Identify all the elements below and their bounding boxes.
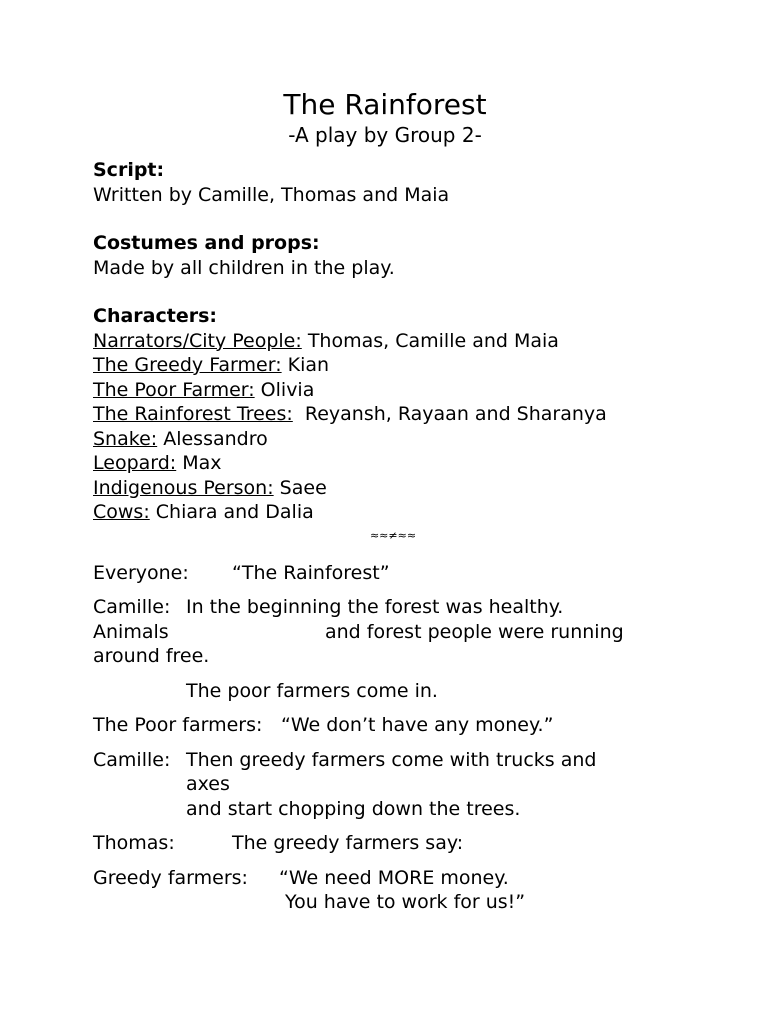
dialogue-text: “We need MORE money. bbox=[279, 866, 509, 889]
costumes-text: Made by all children in the play. bbox=[93, 256, 395, 279]
speaker-label: Everyone: bbox=[93, 561, 189, 584]
characters-heading: Characters: bbox=[93, 305, 217, 327]
dialogue-line bbox=[93, 644, 693, 669]
character-item bbox=[93, 378, 693, 403]
character-role: Snake: bbox=[93, 427, 158, 450]
character-item bbox=[93, 329, 693, 354]
character-role: The Poor Farmer: bbox=[93, 378, 255, 401]
speaker-label: Greedy farmers: bbox=[93, 866, 248, 889]
dialogue-line bbox=[93, 679, 693, 704]
dialogue bbox=[93, 561, 693, 915]
script-section bbox=[93, 158, 693, 207]
dialogue-line bbox=[93, 831, 693, 856]
speaker-label: Camille: bbox=[93, 596, 171, 618]
dialogue-line bbox=[93, 890, 693, 915]
character-actors: Reyansh, Rayaan and Sharanya bbox=[292, 403, 607, 425]
character-item bbox=[93, 500, 693, 525]
character-item bbox=[93, 402, 693, 427]
character-actors: Kian bbox=[281, 354, 330, 376]
character-actors: Chiara and Dalia bbox=[149, 501, 314, 523]
speaker-label: Camille: bbox=[93, 748, 171, 771]
costumes-section bbox=[93, 231, 693, 280]
costumes-heading: Costumes and props: bbox=[93, 232, 320, 254]
script-heading: Script: bbox=[93, 159, 165, 181]
play-title: The Rainforest bbox=[283, 88, 487, 121]
character-role: Narrators/City People: bbox=[93, 329, 302, 352]
dialogue-line bbox=[93, 866, 693, 891]
character-role: Leopard: bbox=[93, 452, 177, 474]
character-item bbox=[93, 353, 693, 378]
dialogue-line bbox=[93, 713, 693, 738]
character-role: The Greedy Farmer: bbox=[93, 354, 282, 376]
dialogue-text: “We don’t have any money.” bbox=[281, 714, 554, 736]
character-item bbox=[93, 427, 693, 452]
character-actors: Olivia bbox=[254, 378, 315, 401]
section-divider-ornament: ≈≈≠≈≈ bbox=[369, 528, 417, 542]
character-actors: Alessandro bbox=[157, 427, 268, 450]
dialogue-line bbox=[93, 797, 693, 822]
character-item bbox=[93, 476, 693, 501]
character-item bbox=[93, 451, 693, 476]
character-actors: Saee bbox=[273, 476, 327, 499]
dialogue-text: You have to work for us!” bbox=[285, 891, 526, 913]
speaker-label: Thomas: bbox=[93, 832, 175, 854]
character-role: Indigenous Person: bbox=[93, 476, 274, 499]
characters-section bbox=[93, 304, 693, 525]
dialogue-text: “The Rainforest” bbox=[232, 561, 390, 584]
speaker-label: The Poor farmers: bbox=[93, 714, 263, 736]
dialogue-line bbox=[93, 772, 693, 797]
character-role: The Rainforest Trees: bbox=[93, 403, 293, 425]
dialogue-text: around free. bbox=[93, 645, 210, 667]
dialogue-text: axes bbox=[186, 773, 230, 795]
dialogue-text: Then greedy farmers come with trucks and bbox=[186, 748, 597, 771]
script-text: Written by Camille, Thomas and Maia bbox=[93, 183, 450, 206]
dialogue-line bbox=[93, 620, 693, 645]
dialogue-text: The greedy farmers say: bbox=[232, 832, 464, 854]
stage-direction: The poor farmers come in. bbox=[186, 679, 438, 702]
dialogue-text: Animals bbox=[93, 620, 169, 643]
character-actors: Thomas, Camille and Maia bbox=[301, 329, 559, 352]
dialogue-text: and start chopping down the trees. bbox=[186, 797, 521, 820]
document-page bbox=[93, 88, 693, 915]
character-actors: Max bbox=[176, 452, 222, 474]
dialogue-text: and forest people were running bbox=[325, 620, 624, 643]
dialogue-line bbox=[93, 595, 693, 620]
dialogue-text: In the beginning the forest was healthy. bbox=[186, 596, 564, 618]
play-subtitle: -A play by Group 2- bbox=[288, 123, 482, 147]
dialogue-line bbox=[93, 748, 693, 773]
character-role: Cows: bbox=[93, 501, 150, 523]
dialogue-line bbox=[93, 561, 693, 586]
